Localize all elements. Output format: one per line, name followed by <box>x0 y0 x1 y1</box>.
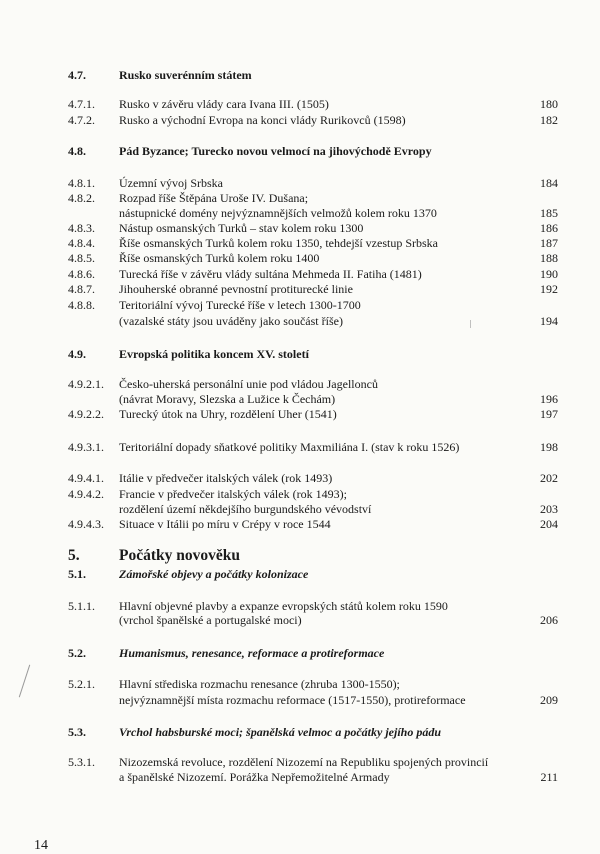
entry-title: Teritoriální vývoj Turecké říše v letech 1300-1700 <box>119 298 361 312</box>
page-number: 14 <box>34 838 48 853</box>
entry-page: 197 <box>540 407 558 421</box>
entry-number: 4.9.4.3. <box>68 517 104 531</box>
entry-number: 5.2.1. <box>68 677 95 691</box>
entry-number: 4.8.3. <box>68 221 95 235</box>
scan-mark <box>470 320 471 328</box>
entry-title: Hlavní střediska rozmachu renesance (zhruba 1300-1550); <box>119 677 400 691</box>
scan-mark <box>19 665 30 698</box>
entry-title-continued: (vazalské státy jsou uváděny jako součást říše) <box>119 314 343 328</box>
section-number: 5.1. <box>68 567 86 581</box>
section-title: Rusko suverénním státem <box>119 68 252 82</box>
entry-page: 192 <box>540 282 558 296</box>
entry-title: Francie v předvečer italských válek (rok 1493); <box>119 487 347 501</box>
entry-page: 198 <box>540 440 558 454</box>
entry-number: 4.9.2.2. <box>68 407 104 421</box>
entry-title: Turecká říše v závěru vlády sultána Mehmeda II. Fatiha (1481) <box>119 267 422 281</box>
entry-number: 4.8.8. <box>68 298 95 312</box>
entry-page: 211 <box>540 770 558 784</box>
entry-title-continued: rozdělení území někdejšího burgundského vévodství <box>119 502 372 516</box>
entry-number: 4.9.4.1. <box>68 471 104 485</box>
entry-title: Hlavní objevné plavby a expanze evropských států kolem roku 1590 <box>119 599 448 613</box>
entry-title: Rusko v závěru vlády cara Ivana III. (1505) <box>119 97 329 111</box>
section-number: 4.7. <box>68 68 86 82</box>
section-title: Evropská politika koncem XV. století <box>119 347 309 361</box>
entry-page: 204 <box>540 517 558 531</box>
entry-page: 187 <box>540 236 558 250</box>
entry-number: 4.8.2. <box>68 191 95 205</box>
entry-page: 184 <box>540 176 558 190</box>
entry-title: Turecký útok na Uhry, rozdělení Uher (1541) <box>119 407 337 421</box>
entry-title-continued: nejvýznamnější místa rozmachu reformace (1517-1550), protireformace <box>119 693 466 707</box>
entry-number: 4.9.4.2. <box>68 487 104 501</box>
entry-number: 4.8.6. <box>68 267 95 281</box>
entry-title-continued: (návrat Moravy, Slezska a Lužice k Čechám) <box>119 392 336 406</box>
entry-page: 182 <box>540 113 558 127</box>
entry-title-continued: nástupnické domény nejvýznamnějších velmožů kolem roku 1370 <box>119 206 437 220</box>
entry-page: 185 <box>540 206 558 220</box>
section-title: Zámořské objevy a počátky kolonizace <box>119 567 309 581</box>
entry-title: Česko-uherská personální unie pod vládou Jagellonců <box>119 377 378 391</box>
entry-number: 4.8.7. <box>68 282 95 296</box>
entry-title: Itálie v předvečer italských válek (rok 1493) <box>119 471 333 485</box>
entry-number: 4.9.2.1. <box>68 377 104 391</box>
entry-number: 4.7.1. <box>68 97 95 111</box>
section-number: 4.9. <box>68 347 86 361</box>
entry-number: 4.8.1. <box>68 176 95 190</box>
entry-page: 190 <box>540 267 558 281</box>
section-number: 5.2. <box>68 646 86 660</box>
entry-title: Územní vývoj Srbska <box>119 176 223 190</box>
entry-number: 4.8.5. <box>68 251 95 265</box>
entry-title-continued: a španělské Nizozemí. Porážka Nepřemožitelné Armady <box>119 770 390 784</box>
entry-number: 5.1.1. <box>68 599 95 613</box>
chapter-number: 5. <box>68 547 80 564</box>
section-title: Humanismus, renesance, reformace a protireformace <box>119 646 385 660</box>
entry-number: 4.7.2. <box>68 113 95 127</box>
entry-number: 4.9.3.1. <box>68 440 104 454</box>
entry-title: Rusko a východní Evropa na konci vlády Rurikovců (1598) <box>119 113 406 127</box>
entry-title-continued: (vrchol španělské a portugalské moci) <box>119 613 302 627</box>
entry-title: Situace v Itálii po míru v Crépy v roce 1544 <box>119 517 331 531</box>
section-number: 5.3. <box>68 725 86 739</box>
entry-title: Teritoriální dopady sňatkové politiky Maxmiliána I. (stav k roku 1526) <box>119 440 460 454</box>
section-title: Vrchol habsburské moci; španělská velmoc a počátky jejího pádu <box>119 725 442 739</box>
entry-page: 203 <box>540 502 558 516</box>
entry-page: 206 <box>540 613 558 627</box>
entry-title: Nizozemská revoluce, rozdělení Nizozemí na Republiku spojených provincií <box>119 755 489 769</box>
entry-page: 188 <box>540 251 558 265</box>
entry-title: Říše osmanských Turků kolem roku 1350, tehdejší vzestup Srbska <box>119 236 438 250</box>
entry-number: 5.3.1. <box>68 755 95 769</box>
entry-page: 209 <box>540 693 558 707</box>
section-number: 4.8. <box>68 144 86 158</box>
entry-page: 186 <box>540 221 558 235</box>
entry-title: Rozpad říše Štěpána Uroše IV. Dušana; <box>119 191 309 205</box>
entry-title: Říše osmanských Turků kolem roku 1400 <box>119 251 320 265</box>
chapter-title: Počátky novověku <box>119 547 240 564</box>
entry-page: 202 <box>540 471 558 485</box>
entry-page: 194 <box>540 314 558 328</box>
entry-number: 4.8.4. <box>68 236 95 250</box>
entry-page: 180 <box>540 97 558 111</box>
entry-page: 196 <box>540 392 558 406</box>
entry-title: Nástup osmanských Turků – stav kolem roku 1300 <box>119 221 364 235</box>
section-title: Pád Byzance; Turecko novou velmocí na jihovýchodě Evropy <box>119 144 432 158</box>
entry-title: Jihouherské obranné pevnostní protiturecké linie <box>119 282 353 296</box>
